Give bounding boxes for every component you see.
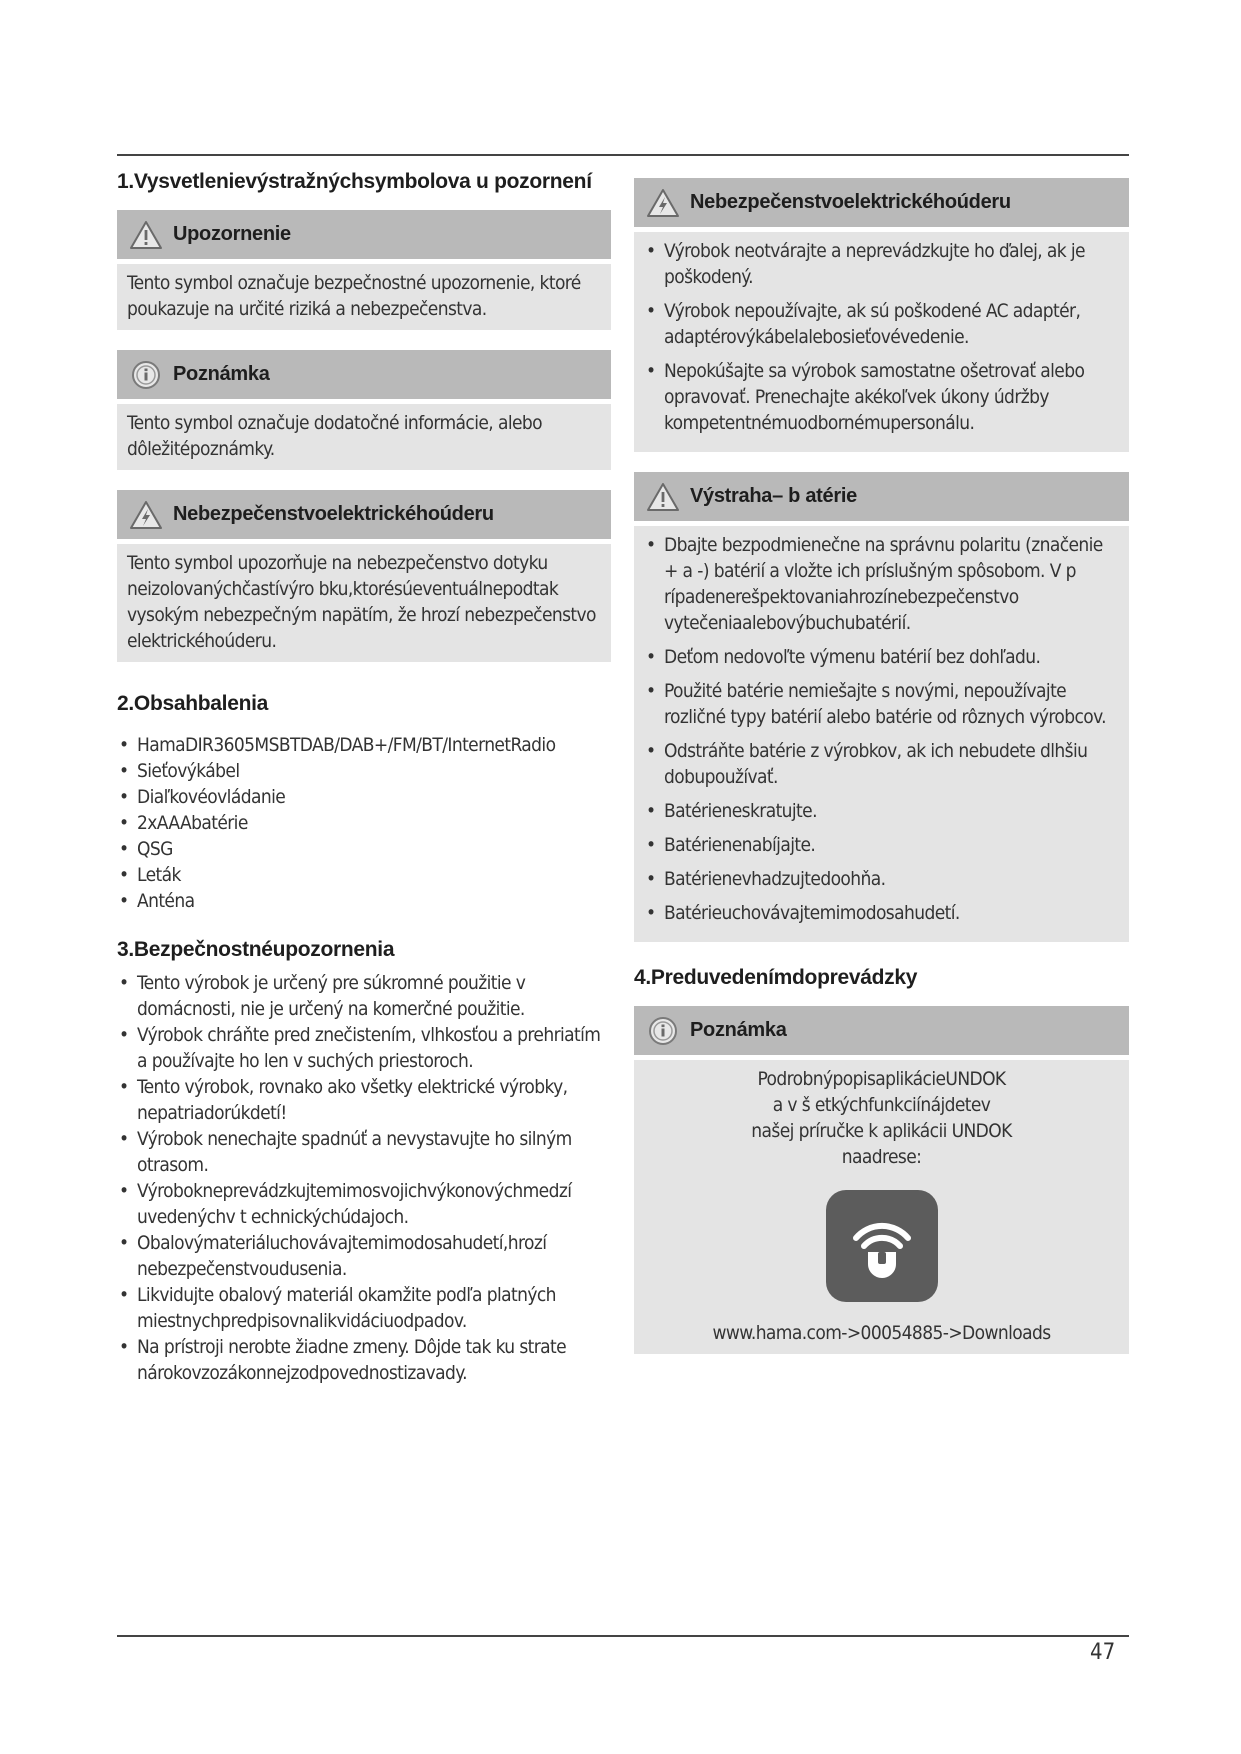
electric-shock-icon bbox=[646, 188, 680, 218]
undok-line-3: našej príručke k aplikácii UNDOK bbox=[751, 1120, 1012, 1142]
package-item: • Sieťovýkábel bbox=[117, 758, 611, 784]
package-item: • Anténa bbox=[117, 888, 611, 914]
shock-box-left bbox=[117, 490, 611, 662]
section-4-title: 4.Preduvedenímdoprevádzky bbox=[634, 966, 918, 989]
section-2-title: 2.Obsahbalenia bbox=[117, 692, 269, 715]
battery-item: • Batérieuchovávajtemimodosahudetí. bbox=[644, 900, 1119, 926]
battery-box-body bbox=[634, 526, 1129, 942]
shock-item: • Výrobok neotvárajte a neprevádzkujte ho ďalej, ak je poškodený. bbox=[644, 238, 1119, 290]
shock-box-left-header bbox=[117, 490, 611, 539]
note-box-header bbox=[117, 350, 611, 399]
package-item: • 2xAAAbatérie bbox=[117, 810, 611, 836]
undok-line-2: a v š etkýchfunkciínájdetev bbox=[772, 1094, 991, 1116]
battery-item: • Batérienenabíjajte. bbox=[644, 832, 1119, 858]
section-3-title: 3.Bezpečnostnéupozornenia bbox=[117, 938, 395, 961]
shock-list bbox=[644, 238, 1119, 436]
shock-item: • Výrobok nepoužívajte, ak sú poškodené AC adaptér, adaptérovýkábelalebosieťovévedenie. bbox=[644, 298, 1119, 350]
info-circle-icon bbox=[129, 360, 163, 390]
battery-item: • Deťom nedovoľte výmenu batérií bez dohľadu. bbox=[644, 644, 1119, 670]
undok-line-4: naadrese: bbox=[841, 1146, 922, 1168]
package-item: • Leták bbox=[117, 862, 611, 888]
battery-item: • Použité batérie nemiešajte s novými, nepoužívajte rozličné typy batérií alebo batérie od rôznych výrobcov. bbox=[644, 678, 1119, 730]
right-column bbox=[634, 178, 1129, 1374]
shock-item: • Nepokúšajte sa výrobok samostatne ošetrovať alebo opravovať. Prenechajte akékoľvek úkony údržby kompetentnémuodbornémupersonálu. bbox=[644, 358, 1119, 436]
shock-box-right bbox=[634, 178, 1129, 452]
note-box-text: Tento symbol označuje dodatočné informácie, alebo dôležitépoznámky. bbox=[117, 404, 611, 470]
top-rule bbox=[117, 154, 1129, 156]
safety-item: • Tento výrobok je určený pre súkromné použitie v domácnosti, nie je určený na komerčné použitie. bbox=[117, 970, 611, 1022]
battery-item: • Odstráňte batérie z výrobkov, ak ich nebudete dlhšiu dobupoužívať. bbox=[644, 738, 1119, 790]
warning-box-header bbox=[117, 210, 611, 259]
note-box-right-header bbox=[634, 1006, 1129, 1055]
warning-box bbox=[117, 210, 611, 330]
undok-line-1: PodrobnýpopisaplikácieUNDOK bbox=[757, 1068, 1006, 1090]
safety-item: • Tento výrobok, rovnako ako všetky elektrické výrobky, nepatriadorúkdetí! bbox=[117, 1074, 611, 1126]
safety-list bbox=[117, 970, 611, 1386]
package-item: • QSG bbox=[117, 836, 611, 862]
note-box-right-body bbox=[634, 1060, 1129, 1354]
battery-box bbox=[634, 472, 1129, 942]
warning-box-text: Tento symbol označuje bezpečnostné upozornenie, ktoré poukazuje na určité riziká a nebezpečenstva. bbox=[117, 264, 611, 330]
undok-url: www.hama.com->00054885->Downloads bbox=[712, 1322, 1051, 1344]
warning-box-title: Upozornenie bbox=[173, 223, 291, 245]
safety-item: • Likvidujte obalový materiál okamžite podľa platných miestnychpredpisovnalikvidáciuodpadov. bbox=[117, 1282, 611, 1334]
note-box-right-title: Poznámka bbox=[690, 1019, 787, 1041]
safety-notes bbox=[117, 970, 611, 1386]
battery-list bbox=[644, 532, 1119, 926]
package-item: • Diaľkovéovládanie bbox=[117, 784, 611, 810]
note-box bbox=[117, 350, 611, 470]
battery-item: • Dbajte bezpodmienečne na správnu polaritu (značenie + a -) batérií a vložte ich príslušným spôsobom. V p rípadenerešpektovaniahrozínebezpečenstvo vytečeniaalebovýbuchubatérií. bbox=[644, 532, 1119, 636]
safety-item: • Výrobok nenechajte spadnúť a nevystavujte ho silným otrasom. bbox=[117, 1126, 611, 1178]
shock-box-right-title: Nebezpečenstvoelektrickéhoúderu bbox=[690, 191, 1011, 213]
page-number: 47 bbox=[1090, 1640, 1116, 1665]
shock-box-left-title: Nebezpečenstvoelektrickéhoúderu bbox=[173, 503, 494, 525]
battery-item: • Batérieneskratujte. bbox=[644, 798, 1119, 824]
package-item: • HamaDIR3605MSBTDAB/DAB+/FM/BT/InternetRadio bbox=[117, 732, 611, 758]
safety-item: • Výrobokneprevádzkujtemimosvojichvýkonovýchmedzí uvedenýchv t echnickýchúdajoch. bbox=[117, 1178, 611, 1230]
package-contents bbox=[117, 732, 611, 914]
electric-shock-icon bbox=[129, 500, 163, 530]
package-list bbox=[117, 732, 611, 914]
warning-triangle-icon bbox=[646, 482, 680, 512]
shock-box-right-body bbox=[634, 232, 1129, 452]
info-circle-icon bbox=[646, 1016, 680, 1046]
safety-item: • Obalovýmateriáluchovávajtemimodosahudetí,hrozí nebezpečenstvoudusenia. bbox=[117, 1230, 611, 1282]
shock-box-right-header bbox=[634, 178, 1129, 227]
battery-box-title: Výstraha– b atérie bbox=[690, 485, 857, 507]
undok-app-icon bbox=[826, 1190, 938, 1302]
bottom-rule bbox=[117, 1635, 1129, 1637]
safety-item: • Výrobok chráňte pred znečistením, vlhkosťou a prehriatím a používajte ho len v suchých priestoroch. bbox=[117, 1022, 611, 1074]
left-column bbox=[117, 170, 611, 1404]
shock-box-left-text: Tento symbol upozorňuje na nebezpečenstvo dotyku neizolovanýchčastívýro bku,ktorésúeventuálnepodtak vysokým nebezpečným napätím, že hrozí nebezpečenstvo elektrickéhoúderu. bbox=[117, 544, 611, 662]
safety-item: • Na prístroji nerobte žiadne zmeny. Dôjde tak ku strate nárokovzozákonnejzodpovednostizavady. bbox=[117, 1334, 611, 1386]
note-box-title: Poznámka bbox=[173, 363, 270, 385]
note-box-right bbox=[634, 1006, 1129, 1354]
battery-box-header bbox=[634, 472, 1129, 521]
battery-item: • Batérienevhadzujtedoohňa. bbox=[644, 866, 1119, 892]
warning-triangle-icon bbox=[129, 220, 163, 250]
section-1-title: 1.Vysvetlenievýstražnýchsymbolova u pozornení bbox=[117, 170, 592, 193]
